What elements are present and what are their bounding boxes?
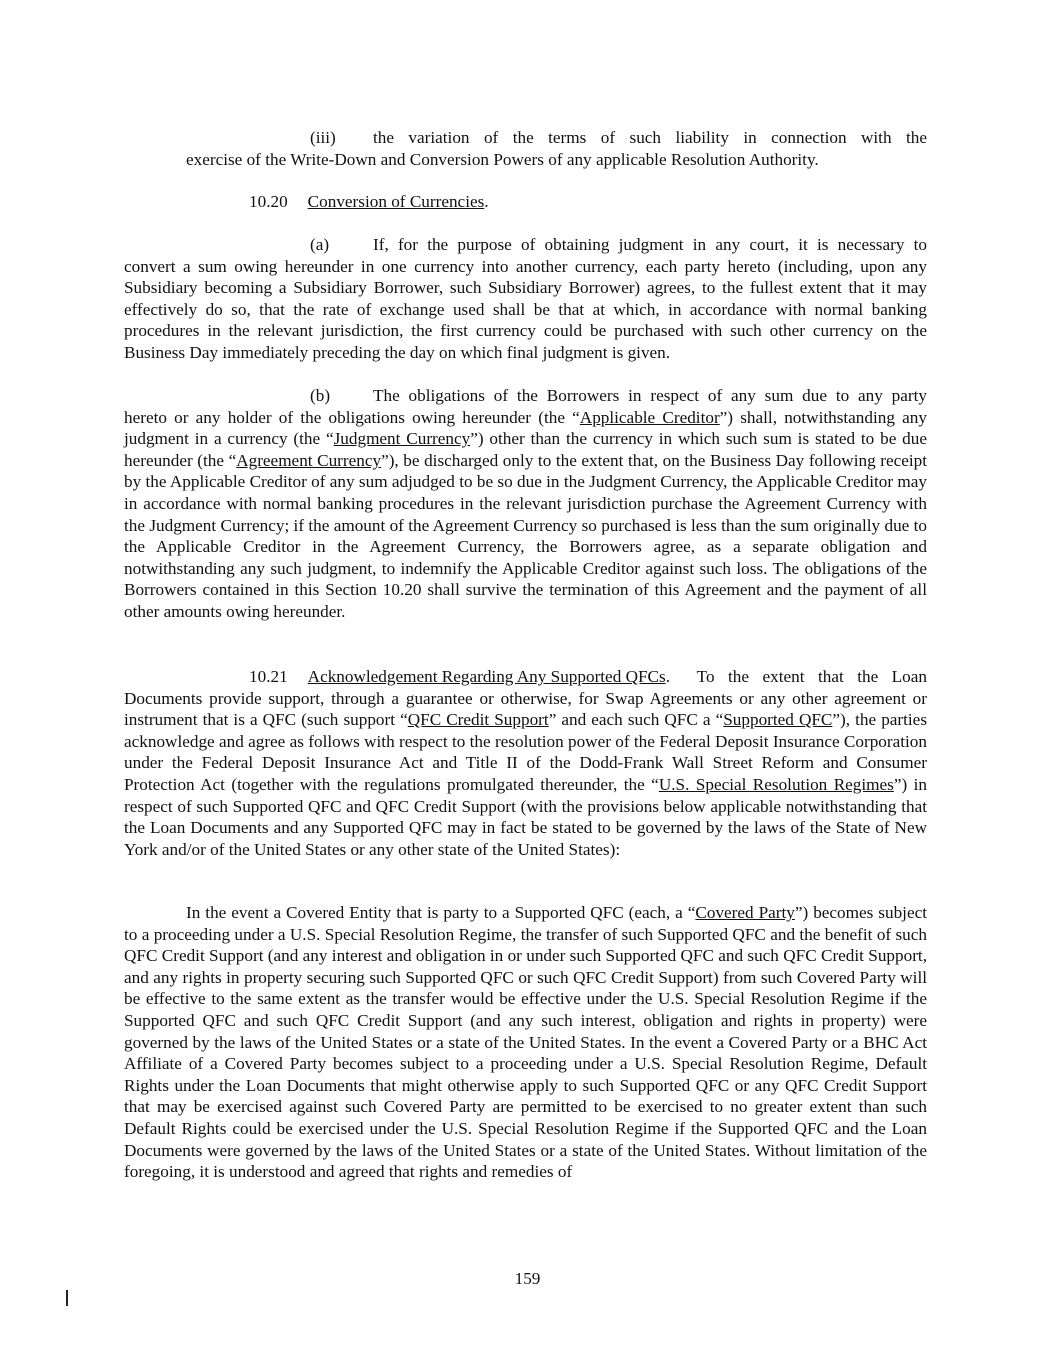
paragraph-number: (b): [310, 386, 331, 405]
clause-number: (iii): [310, 128, 336, 147]
paragraph-b: [124, 385, 927, 623]
defined-term-supported-qfc: Supported QFC: [723, 710, 833, 730]
section-title: Conversion of Currencies: [307, 192, 485, 211]
change-bar: [66, 1290, 68, 1306]
clause-text-line2: exercise of the Write-Down and Conversion Powers of any applicable Resolution Authority.: [186, 149, 819, 169]
section-period: .: [484, 192, 489, 211]
paragraph-a: [124, 234, 927, 364]
section-number: 10.20: [249, 192, 288, 211]
paragraph-covered-party: In the event a Covered Entity that is party to a Supported QFC (each, a “Covered Party”) becomes subject to a proceeding under a U.S. Special Resolution Regime, the transfer of such Supported QFC and the benefit of such QFC Credit Support (and any interest and obligation in or under such Supported QFC and such QFC Credit Support, and any rights in property securing such Supported QFC or such QFC Credit Support) from such Covered Party will be effective to the same extent as the transfer would be effective under the U.S. Special Resolution Regime if the Supported QFC and such QFC Credit Support (and any such interest, obligation and rights in property) were governed by the laws of the United States or a state of the United States. In the event a Covered Party or a BHC Act Affiliate of a Covered Party becomes subject to a proceeding under a U.S. Special Resolution Regime, Default Rights under the Loan Documents that might otherwise apply to such Supported QFC or any QFC Credit Support that may be exercised against such Covered Party are permitted to be exercised to no greater extent than such Default Rights could be exercised under the U.S. Special Resolution Regime if the Supported QFC and the Loan Documents were governed by the laws of the United States or a state of the United States. Without limitation of the foregoing, it is understood and agreed that rights and remedies of: [124, 903, 927, 1182]
defined-term-applicable-creditor: Applicable Creditor: [579, 407, 720, 427]
paragraph-body: hereto or any holder of the obligations owing hereunder (the “Applicable Creditor”) shall, notwithstanding any judgment in a currency (the “Judgment Currency”) other than the currency in which such sum is stated to be due hereunder (the “Agreement Currency”), be discharged only to the extent that, on the Business Day following receipt by the Applicable Creditor of any sum adjudged to be so due in the Judgment Currency, the Applicable Creditor may in accordance with normal banking procedures in the relevant jurisdiction purchase the Agreement Currency with the Judgment Currency; if the amount of the Agreement Currency so purchased is less than the sum originally due to the Applicable Creditor in the Agreement Currency, the Borrowers agree, as a separate obligation and notwithstanding any such judgment, to indemnify the Applicable Creditor against such loss. The obligations of the Borrowers contained in this Section 10.20 shall survive the termination of this Agreement and the payment of all other amounts owing hereunder.: [124, 407, 927, 621]
section-10-21: [124, 666, 927, 860]
defined-term-covered-party: Covered Party: [695, 903, 795, 922]
defined-term-qfc-credit-support: QFC Credit Support: [407, 710, 549, 730]
paragraph-body: convert a sum owing hereunder in one currency into another currency, each party hereto (including, upon any Subsidiary becoming a Subsidiary Borrower, such Subsidiary Borrower) agrees, to the fullest extent that it may effectively do so, that the rate of exchange used shall be that at which, in accordance with normal banking procedures in the relevant jurisdiction, the first currency could be purchased with such other currency on the Business Day immediately preceding the day on which final judgment is given.: [124, 256, 927, 362]
defined-term-judgment-currency: Judgment Currency: [333, 429, 471, 449]
defined-term-agreement-currency: Agreement Currency: [236, 450, 382, 470]
section-number: 10.21: [249, 667, 288, 686]
section-first-line-tail: . To the extent that the Loan: [665, 667, 927, 686]
defined-term-us-special-resolution-regimes: U.S. Special Resolution Regimes: [658, 774, 894, 794]
section-heading-10-20: [124, 191, 927, 213]
clause-iii: [124, 127, 927, 170]
clause-text-line1: the variation of the terms of such liability in connection with the: [373, 128, 927, 147]
paragraph-first-line: If, for the purpose of obtaining judgment in any court, it is necessary to: [373, 235, 927, 254]
paragraph-first-line: The obligations of the Borrowers in respect of any sum due to any party: [373, 386, 927, 405]
paragraph-number: (a): [310, 235, 330, 254]
section-title: Acknowledgement Regarding Any Supported QFCs: [307, 667, 666, 686]
page-number: 159: [514, 1269, 541, 1288]
section-body: Documents provide support, through a guarantee or otherwise, for Swap Agreements or any other agreement or instrument that is a QFC (such support “QFC Credit Support” and each such QFC a “Supported QFC”), the parties acknowledge and agree as follows with respect to the resolution power of the Federal Deposit Insurance Corporation under the Federal Deposit Insurance Act and Title II of the Dodd-Frank Wall Street Reform and Consumer Protection Act (together with the regulations promulgated thereunder, the “U.S. Special Resolution Regimes”) in respect of such Supported QFC and QFC Credit Support (with the provisions below applicable notwithstanding that the Loan Documents and any Supported QFC may in fact be stated to be governed by the laws of the State of New York and/or of the United States or any other state of the United States):: [124, 688, 928, 859]
